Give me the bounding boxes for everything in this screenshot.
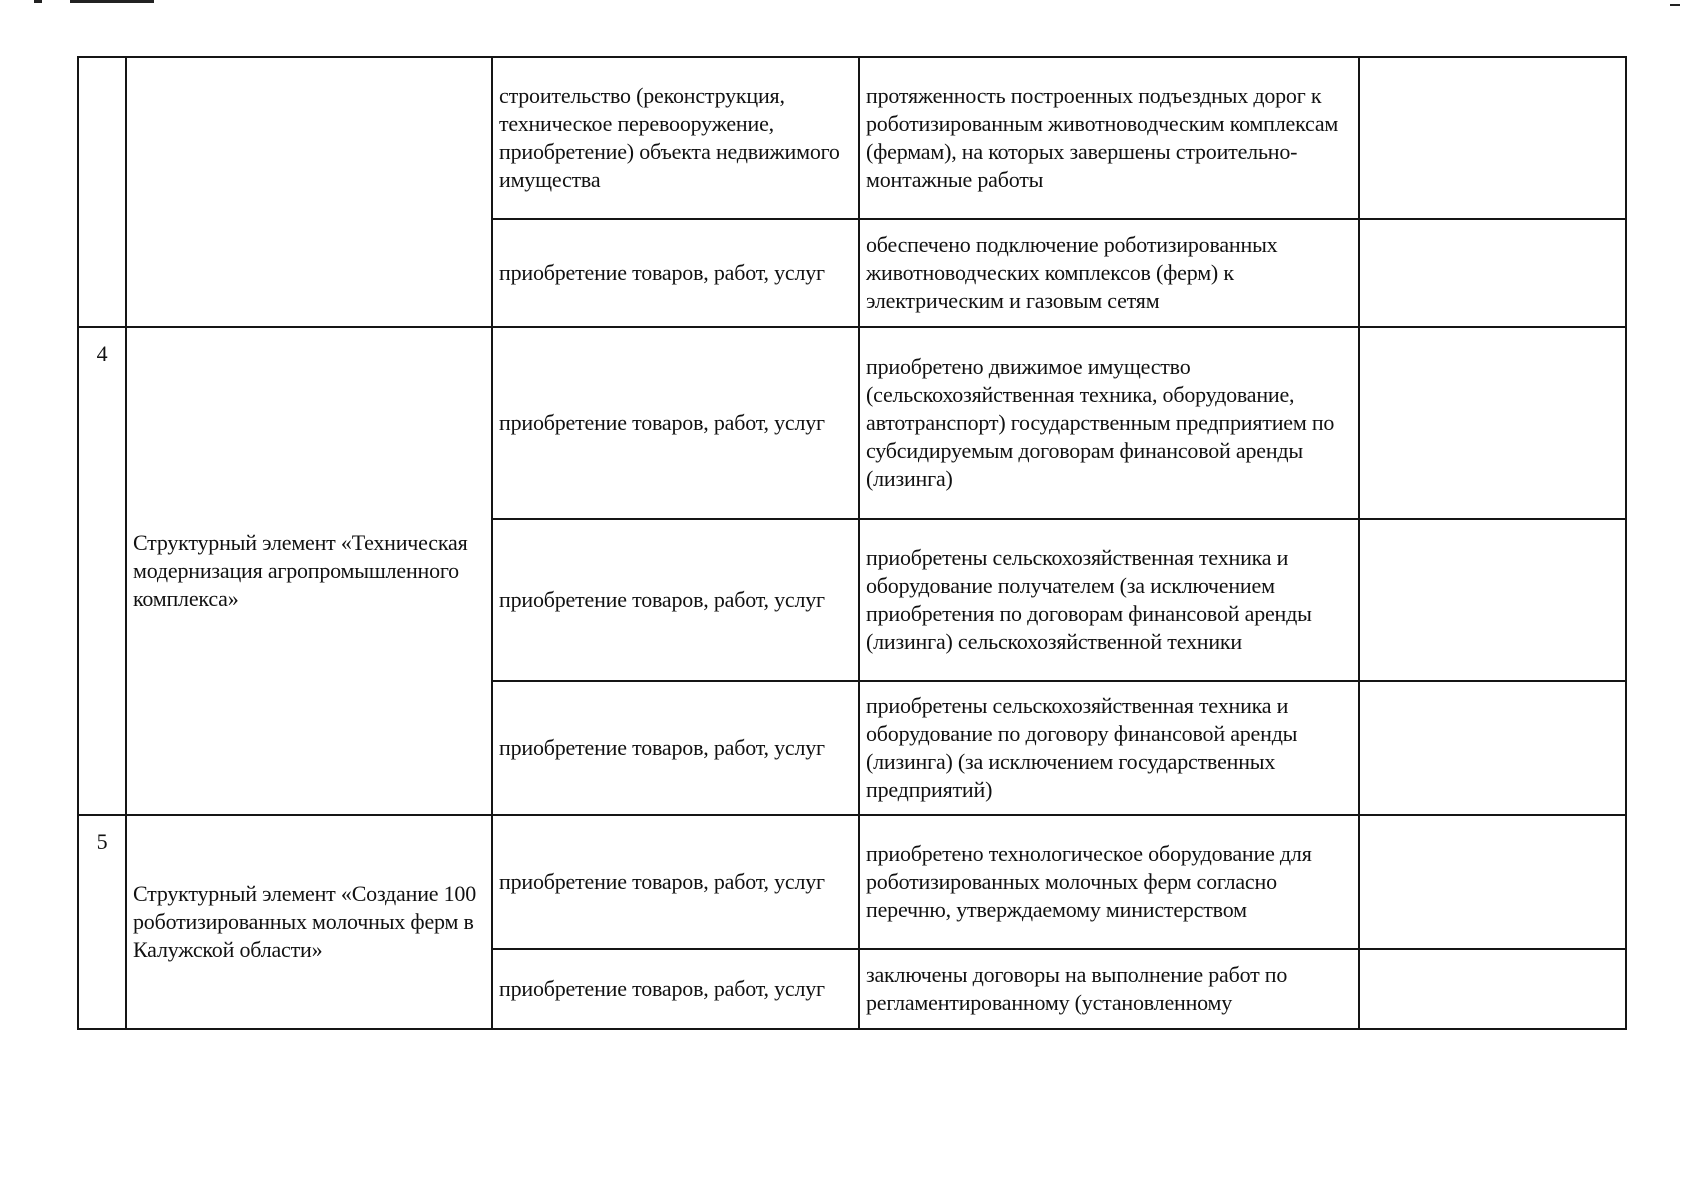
row-number-cell <box>78 57 126 327</box>
program-structure-table <box>77 56 1627 1030</box>
empty-cell <box>1359 327 1626 519</box>
event-type-cell: приобретение товаров, работ, услуг <box>492 681 859 815</box>
result-cell: заключены договоры на выполнение работ по регламентированному (установленному <box>859 949 1359 1029</box>
event-type-cell: приобретение товаров, работ, услуг <box>492 815 859 949</box>
row-number-cell: 4 <box>78 327 126 815</box>
table-row <box>78 815 1626 949</box>
empty-cell <box>1359 681 1626 815</box>
event-type-cell: строительство (реконструкция, техническое перевооружение, приобретение) объекта недвижимого имущества <box>492 57 859 219</box>
row-number-cell: 5 <box>78 815 126 1029</box>
structural-element-cell <box>126 57 492 327</box>
event-type-cell: приобретение товаров, работ, услуг <box>492 949 859 1029</box>
result-cell: протяженность построенных подъездных дорог к роботизированным животноводческим комплексам (фермам), на которых завершены строительно-монтажные работы <box>859 57 1359 219</box>
empty-cell <box>1359 219 1626 327</box>
empty-cell <box>1359 949 1626 1029</box>
result-cell: обеспечено подключение роботизированных животноводческих комплексов (ферм) к электрическим и газовым сетям <box>859 219 1359 327</box>
event-type-cell: приобретение товаров, работ, услуг <box>492 219 859 327</box>
structural-element-cell: Структурный элемент «Техническая модернизация агропромышленного комплекса» <box>126 327 492 815</box>
empty-cell <box>1359 815 1626 949</box>
result-cell: приобретено технологическое оборудование для роботизированных молочных ферм согласно перечню, утверждаемому министерством <box>859 815 1359 949</box>
result-cell: приобретены сельскохозяйственная техника и оборудование получателем (за исключением приобретения по договорам финансовой аренды (лизинга) сельскохозяйственной техники <box>859 519 1359 681</box>
result-cell: приобретено движимое имущество (сельскохозяйственная техника, оборудование, автотранспорт) государственным предприятием по субсидируемым договорам финансовой аренды (лизинга) <box>859 327 1359 519</box>
empty-cell <box>1359 57 1626 219</box>
event-type-cell: приобретение товаров, работ, услуг <box>492 519 859 681</box>
scan-mark-top-left-long <box>70 0 154 3</box>
empty-cell <box>1359 519 1626 681</box>
table-row <box>78 57 1626 219</box>
event-type-cell: приобретение товаров, работ, услуг <box>492 327 859 519</box>
scan-mark-top-right <box>1670 4 1680 6</box>
structural-element-cell: Структурный элемент «Создание 100 роботизированных молочных ферм в Калужской области» <box>126 815 492 1029</box>
table-row <box>78 327 1626 519</box>
scan-mark-top-left <box>34 0 42 3</box>
result-cell: приобретены сельскохозяйственная техника и оборудование по договору финансовой аренды (лизинга) (за исключением государственных предприятий) <box>859 681 1359 815</box>
